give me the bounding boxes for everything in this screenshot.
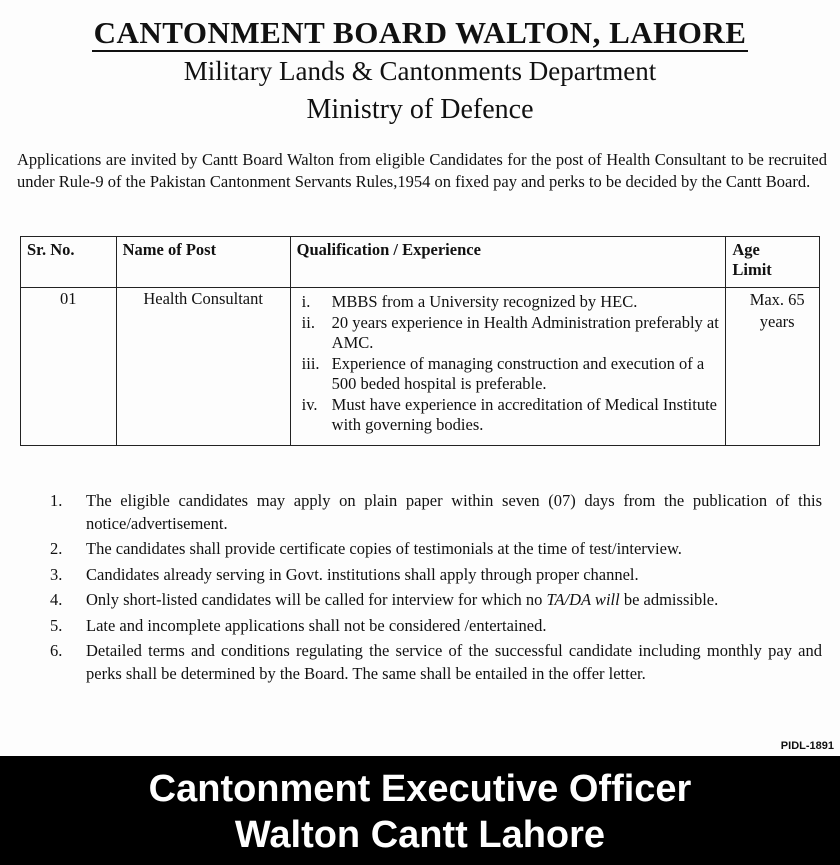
header-post: Name of Post bbox=[116, 237, 290, 288]
reference-code: PIDL-1891 bbox=[780, 740, 834, 752]
footer-signatory-title: Cantonment Executive Officer bbox=[148, 768, 692, 810]
qualification-list bbox=[292, 292, 725, 436]
footer-banner bbox=[0, 756, 840, 865]
board-title: CANTONMENT BOARD WALTON, LAHORE bbox=[93, 15, 747, 50]
list-item: 2. The candidates shall provide certificate copies of testimonials at the time of test/interview. bbox=[50, 539, 682, 558]
header-sr-no: Sr. No. bbox=[21, 237, 117, 288]
header-qualification: Qualification / Experience bbox=[290, 237, 726, 288]
list-item: 4. Only short-listed candidates will be called for interview for which no TA/DA will be admissible. bbox=[50, 590, 719, 609]
qualification-item: ii. 20 years experience in Health Administration preferably at AMC. bbox=[301, 312, 719, 352]
conditions-list bbox=[50, 490, 822, 688]
list-item: 3. Candidates already serving in Govt. institutions shall apply through proper channel. bbox=[50, 564, 639, 584]
qualification-item: i. MBBS from a University recognized by HEC. bbox=[301, 292, 638, 311]
qualification-item: iii. Experience of managing construction and execution of a 500 beded hospital is preferable. bbox=[301, 353, 705, 393]
age-limit-cell: Max. 65 years bbox=[726, 288, 820, 446]
table-header-row bbox=[21, 237, 820, 288]
list-item: 5. Late and incomplete applications shall not be considered /entertained. bbox=[50, 615, 547, 635]
department-name: Military Lands & Cantonments Department bbox=[183, 56, 657, 86]
qualification-cell bbox=[290, 288, 726, 446]
intro-paragraph: Applications are invited by Cantt Board Walton from eligible Candidates for the post of Health Consultant to be recruited under Rule-9 of the Pakistan Cantonment Servants Rules,1954 on fixed pay and perks to be decided by the Cantt Board. bbox=[17, 150, 827, 191]
sr-no-cell: 01 bbox=[21, 288, 117, 446]
ministry-name: Ministry of Defence bbox=[306, 94, 534, 125]
table-row bbox=[21, 288, 820, 446]
post-cell: Health Consultant bbox=[116, 288, 290, 446]
posts-table bbox=[20, 236, 820, 446]
header-age-limit: Age Limit bbox=[726, 237, 820, 288]
list-item: 6. Detailed terms and conditions regulating the service of the successful candidate including monthly pay and perks shall be determined by the Board. The same shall be entailed in the offer letter. bbox=[50, 641, 822, 683]
footer-office-location: Walton Cantt Lahore bbox=[234, 814, 606, 856]
list-item: 1. The eligible candidates may apply on plain paper within seven (07) days from the publication of this notice/advertisement. bbox=[50, 491, 822, 533]
qualification-item: iv. Must have experience in accreditation of Medical Institute with governing bodies. bbox=[301, 394, 717, 434]
